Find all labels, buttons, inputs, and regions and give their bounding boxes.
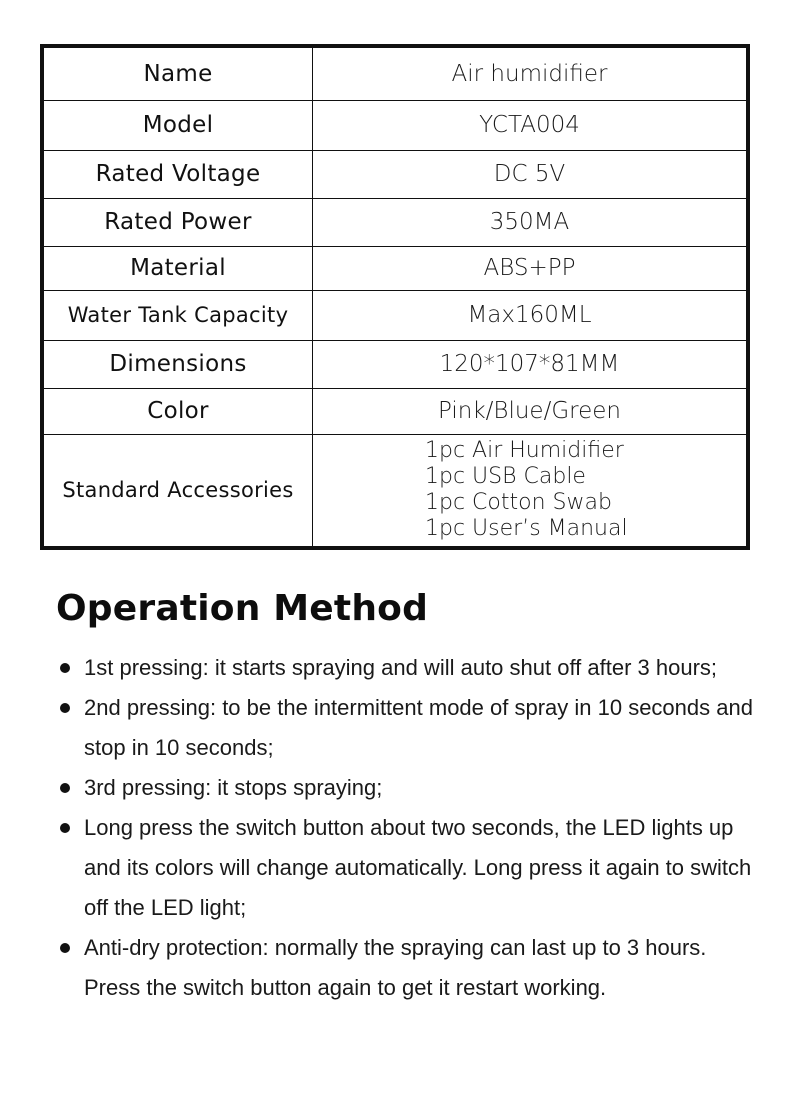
spec-row-color [42,388,748,434]
spec-row-rated-voltage [42,150,748,198]
spec-row-water-tank-capacity [42,290,748,340]
spec-label: Model [42,100,313,150]
spec-value: 120*107*81MM [313,340,749,388]
bullet-icon [60,943,70,953]
spec-value: Pink/Blue/Green [313,388,749,434]
spec-label: Standard Accessories [42,434,313,548]
operation-item [56,688,756,768]
operation-item-text: Anti-dry protection: normally the spraying can last up to 3 hours. Press the switch button again to get it restart working. [84,935,707,1000]
accessory-item: 1pc Cotton Swab [425,490,612,516]
accessory-item: 1pc User’s Manual [425,516,628,542]
bullet-icon [60,783,70,793]
spec-row-model [42,100,748,150]
bullet-icon [60,823,70,833]
operation-item [56,808,756,928]
spec-row-name [42,46,748,100]
accessories-list [313,434,749,548]
spec-value: DC 5V [313,150,749,198]
spec-table [40,44,750,550]
spec-value: ABS+PP [313,246,749,290]
spec-label: Color [42,388,313,434]
operation-heading: Operation Method [56,588,429,629]
spec-label: Name [42,46,313,100]
spec-row-rated-power [42,198,748,246]
spec-value: 350MA [313,198,749,246]
spec-row-standard-accessories [42,434,748,548]
bullet-icon [60,663,70,673]
operation-item [56,648,756,688]
spec-label: Rated Voltage [42,150,313,198]
operation-item-text: 3rd pressing: it stops spraying; [84,775,383,800]
operation-item-text: Long press the switch button about two seconds, the LED lights up and its colors will change automatically. Long press it again to switch off the LED light; [84,815,752,920]
operation-item-text: 2nd pressing: to be the intermittent mode of spray in 10 seconds and stop in 10 seconds; [84,695,753,760]
spec-value: Air humidifier [313,46,749,100]
spec-value: Max160ML [313,290,749,340]
spec-row-material [42,246,748,290]
spec-row-dimensions [42,340,748,388]
operation-item [56,768,756,808]
operation-list [56,648,756,1008]
accessory-item: 1pc Air Humidifier [425,438,624,464]
accessory-item: 1pc USB Cable [425,464,586,490]
spec-value: YCTA004 [313,100,749,150]
operation-item [56,928,756,1008]
spec-label: Water Tank Capacity [42,290,313,340]
operation-item-text: 1st pressing: it starts spraying and will auto shut off after 3 hours; [84,655,718,680]
bullet-icon [60,703,70,713]
spec-label: Rated Power [42,198,313,246]
spec-label: Material [42,246,313,290]
spec-label: Dimensions [42,340,313,388]
